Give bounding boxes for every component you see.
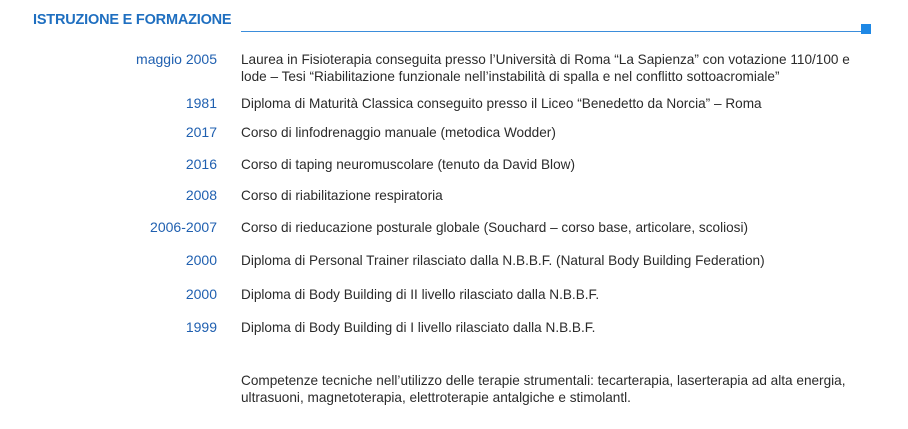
entry-date: 1999 — [185, 319, 217, 335]
entry-date: 2006-2007 — [150, 219, 217, 235]
entry-date: 2016 — [185, 156, 217, 172]
entry-description: Corso di rieducazione posturale globale (Souchard – corso base, articolare, scoliosi) — [241, 220, 749, 235]
entry-description: Diploma di Body Building di II livello rilasciato dalla N.B.B.F. — [241, 287, 600, 302]
entry-date: 2017 — [185, 124, 217, 140]
entry-date: 1981 — [185, 95, 217, 111]
entry-description: Diploma di Body Building di I livello rilasciato dalla N.B.B.F. — [241, 320, 596, 335]
entry-description: Diploma di Personal Trainer rilasciato dalla N.B.B.F. (Natural Body Building Federation) — [241, 253, 765, 268]
entry-description: Corso di taping neuromuscolare (tenuto da David Blow) — [241, 157, 575, 172]
entry-date: maggio 2005 — [136, 51, 217, 67]
entry-description: Corso di riabilitazione respiratoria — [241, 188, 443, 203]
entry-date: 2000 — [185, 252, 217, 268]
entry-date: 2008 — [185, 187, 217, 203]
entry-date: 2000 — [185, 286, 217, 302]
entry-description: Laurea in Fisioterapia conseguita presso l’Università di Roma “La Sapienza” con votazione 110/100 e lode – Tesi “Riabilitazione funzionale nell’instabilità di spalla e nel conflitto sottoacromiale” — [241, 52, 850, 84]
entry-description: Diploma di Maturità Classica conseguito presso il Liceo “Benedetto da Norcia” – Roma — [241, 96, 762, 111]
section-title: ISTRUZIONE E FORMAZIONE — [33, 12, 232, 28]
technical-skills: Competenze tecniche nell’utilizzo delle terapie strumentali: tecarterapia, laserterapia ad alta energia, ultrasuoni, magnetoterapia, elettroterapie antalgiche e stimolantl. — [241, 373, 846, 405]
entry-description: Corso di linfodrenaggio manuale (metodica Wodder) — [241, 125, 556, 140]
